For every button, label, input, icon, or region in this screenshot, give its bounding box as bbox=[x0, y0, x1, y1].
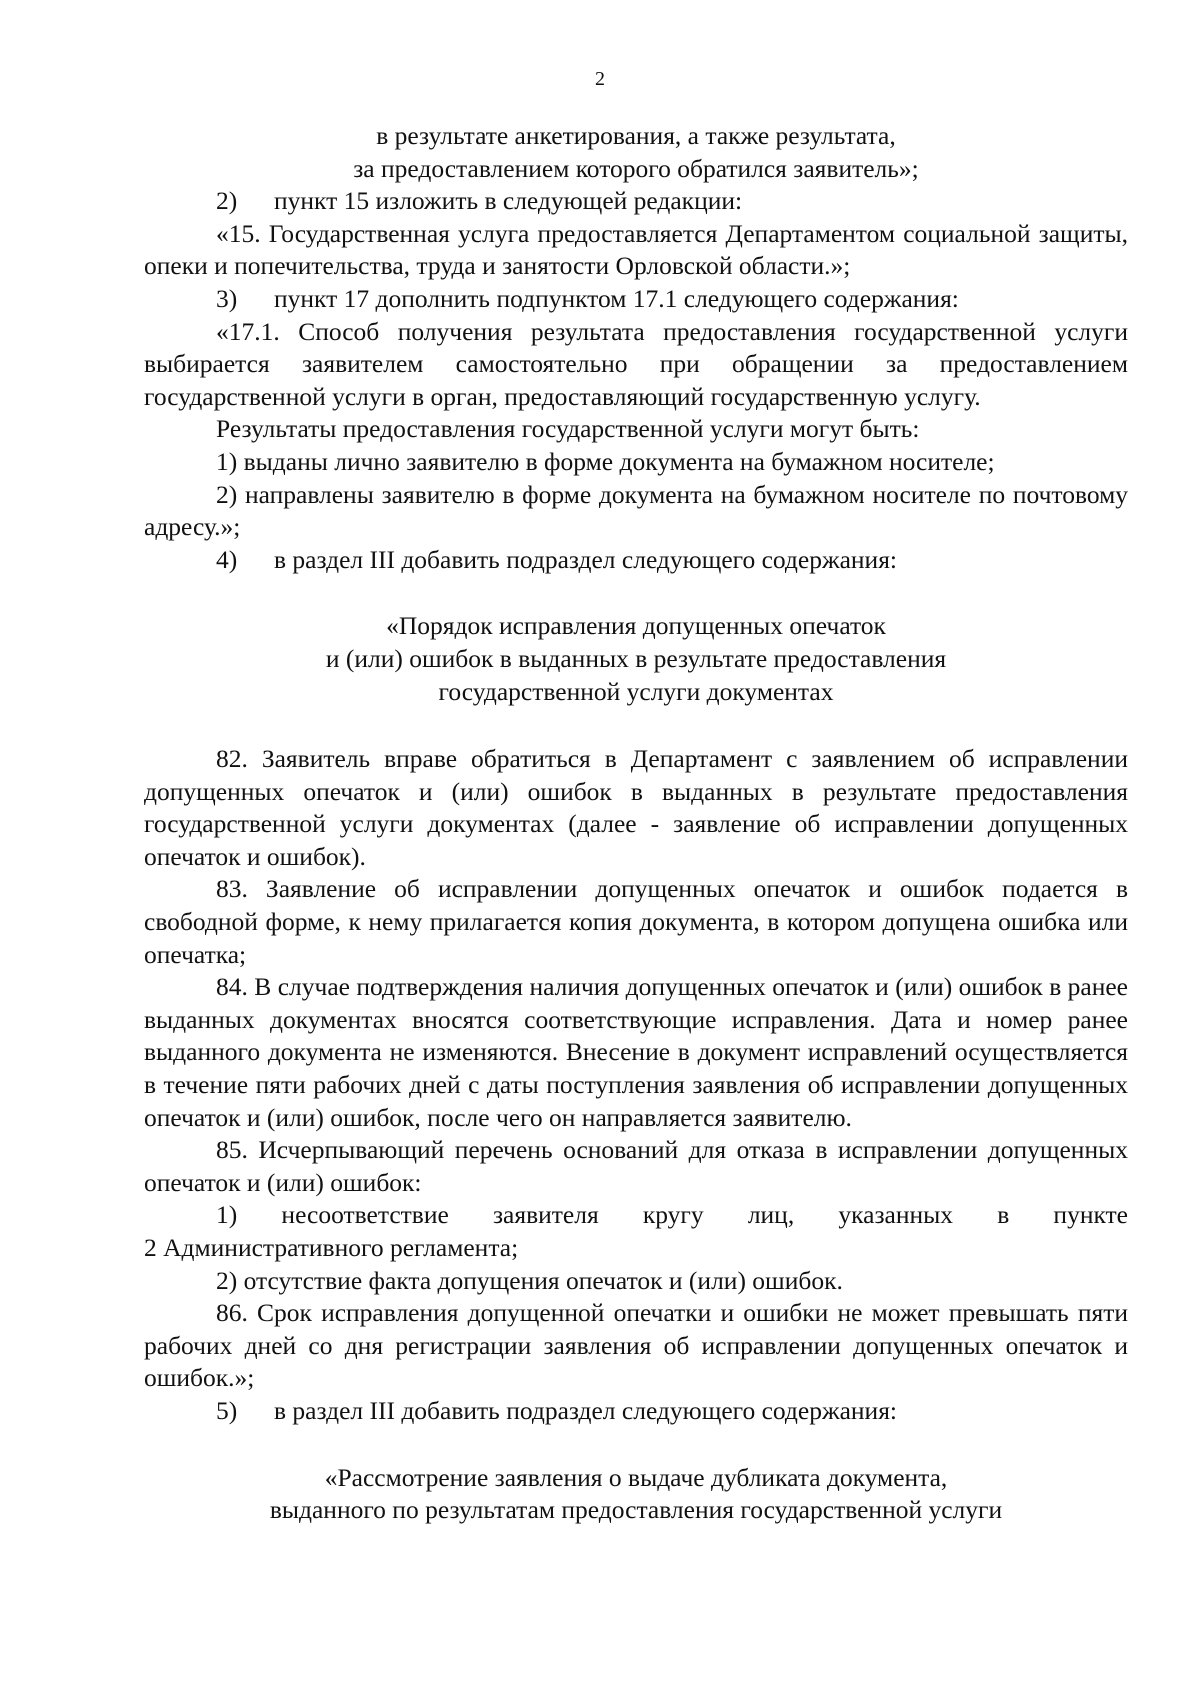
item-number: 2) bbox=[216, 186, 238, 216]
section-heading-line: «Рассмотрение заявления о выдаче дубликата документа, bbox=[324, 1462, 948, 1492]
paragraph-15: «15. Государственная услуга предоставляется Департаментом социальной защиты, опеки и попечительства, труда и занятости Орловской области.»; bbox=[144, 218, 1128, 281]
list-item bbox=[144, 544, 1128, 577]
section-heading-line: выданного по результатам предоставления государственной услуги bbox=[269, 1495, 1003, 1525]
paragraph-83: 83. Заявление об исправлении допущенных опечаток и ошибок подается в свободной форме, к нему прилагается копия документа, в котором допущена ошибка или опечатка; bbox=[144, 874, 1128, 969]
document-body bbox=[144, 120, 1128, 1527]
list-item bbox=[144, 185, 1128, 218]
paragraph-17-1: «17.1. Способ получения результата предоставления государственной услуги выбирается заявителем самостоятельно при обращении за предоставлением государственной услуги в орган, предоставляющий государственную услугу. bbox=[144, 316, 1128, 411]
item-number: 3) bbox=[216, 283, 238, 313]
result-item-1: 1) выданы лично заявителю в форме документа на бумажном носителе; bbox=[216, 446, 995, 476]
text-line: за предоставлением которого обратился заявитель»; bbox=[353, 153, 919, 183]
item-number: 4) bbox=[216, 544, 238, 574]
item-text: в раздел III добавить подраздел следующего содержания: bbox=[274, 1395, 898, 1425]
paragraph-85: 85. Исчерпывающий перечень оснований для отказа в исправлении допущенных опечаток и (или) ошибок: bbox=[144, 1135, 1128, 1197]
section-heading-line: и (или) ошибок в выданных в результате предоставления bbox=[325, 643, 947, 673]
results-intro: Результаты предоставления государственной услуги могут быть: bbox=[216, 414, 920, 444]
result-item-2: 2) направлены заявителю в форме документа на бумажном носителе по почтовому адресу.»; bbox=[144, 479, 1128, 542]
paragraph-84: 84. В случае подтверждения наличия допущенных опечаток и (или) ошибок в ранее выданных документах вносятся соответствующие исправления. Дата и номер ранее выданного документа не изменяются. Внесение в документ исправлений осуществляется в течение пяти рабочих дней с даты поступления заявления об исправлении допущенных опечаток и (или) ошибок, после чего он направляется заявителю. bbox=[144, 972, 1128, 1132]
section-heading-line: «Порядок исправления допущенных опечаток bbox=[386, 611, 886, 641]
paragraph-86: 86. Срок исправления допущенной опечатки и ошибки не может превышать пяти рабочих дней со дня регистрации заявления об исправлении допущенных опечаток и ошибок.»; bbox=[144, 1298, 1128, 1393]
paragraph-85-item-2: 2) отсутствие факта допущения опечаток и (или) ошибок. bbox=[216, 1265, 843, 1295]
item-text: пункт 17 дополнить подпунктом 17.1 следующего содержания: bbox=[274, 283, 959, 313]
item-text: пункт 15 изложить в следующей редакции: bbox=[274, 186, 743, 216]
paragraph-82: 82. Заявитель вправе обратиться в Департамент с заявлением об исправлении допущенных опечаток и (или) ошибок в выданных в результате предоставления государственной услуги документах (далее - заявление об исправлении допущенных опечаток и ошибок). bbox=[144, 744, 1128, 871]
list-item bbox=[144, 283, 1128, 316]
text-line: в результате анкетирования, а также результата, bbox=[376, 121, 896, 150]
paragraph-85-item-1-cont: 2 Административного регламента; bbox=[144, 1233, 519, 1262]
paragraph-85-item-1: 1) несоответствие заявителя кругу лиц, указанных в пункте bbox=[216, 1200, 1128, 1230]
item-number: 5) bbox=[216, 1395, 238, 1425]
list-item bbox=[144, 1395, 1128, 1428]
section-heading-line: государственной услуги документах bbox=[438, 676, 834, 706]
page-number: 2 bbox=[595, 68, 605, 90]
item-text: в раздел III добавить подраздел следующего содержания: bbox=[274, 544, 898, 574]
